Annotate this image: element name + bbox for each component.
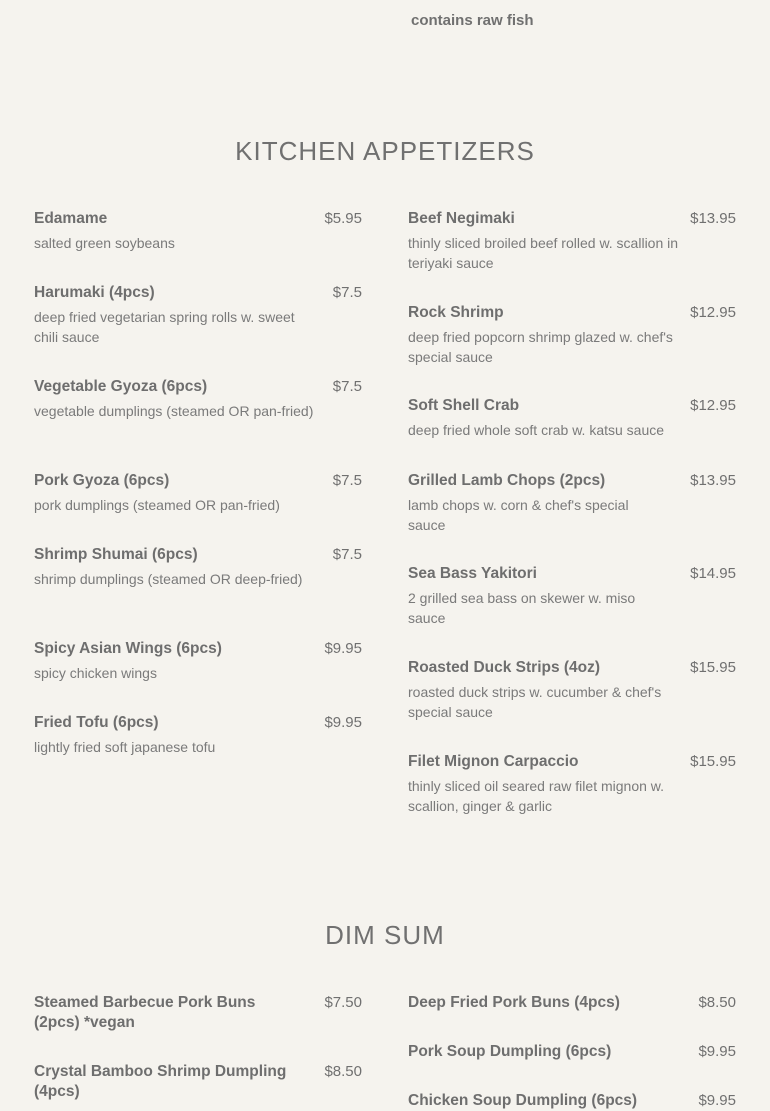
item-name: Beef Negimaki: [408, 210, 515, 227]
item-price: $13.95: [690, 210, 736, 227]
item-name: Pork Gyoza (6pcs): [34, 472, 170, 489]
item-price: $13.95: [690, 472, 736, 489]
item-name: Vegetable Gyoza (6pcs): [34, 378, 208, 395]
item-name: Spicy Asian Wings (6pcs): [34, 640, 222, 657]
menu-item: [34, 283, 362, 347]
menu-item: [408, 658, 736, 722]
item-name-row: [408, 303, 678, 323]
item-price: $8.50: [324, 1063, 362, 1080]
item-price: $9.95: [698, 1043, 736, 1060]
menu-item: [408, 303, 736, 367]
item-name: Sea Bass Yakitori: [408, 565, 537, 582]
menu-item: [34, 209, 362, 254]
item-name: Edamame: [34, 210, 108, 227]
menu-item: [408, 471, 736, 535]
item-price: $7.5: [332, 378, 362, 395]
item-name: Shrimp Shumai (6pcs): [34, 546, 198, 563]
item-name-row: [34, 639, 304, 659]
item-name: Chicken Soup Dumpling (6pcs): [408, 1092, 638, 1109]
item-description: spicy chicken wings: [34, 665, 157, 681]
item-description: thinly sliced broiled beef rolled w. scallion in teriyaki sauce: [408, 235, 679, 271]
menu-item: [34, 377, 362, 422]
legend-text: contains raw fish: [411, 12, 534, 29]
menu-item: [408, 396, 736, 441]
item-price: $9.95: [324, 714, 362, 731]
item-price: $8.50: [698, 994, 736, 1011]
item-description: pork dumplings (steamed OR pan-fried): [34, 497, 280, 513]
section-title-kitchen-appetizers: KITCHEN APPETIZERS: [235, 136, 535, 166]
menu-item: [34, 545, 362, 590]
item-price: $12.95: [690, 304, 736, 321]
menu-item: [34, 1062, 362, 1102]
raw-fish-legend: [408, 12, 534, 29]
menu-item: [34, 471, 362, 516]
item-name: Pork Soup Dumpling (6pcs): [408, 1043, 612, 1060]
item-name: Deep Fried Pork Buns (4pcs): [408, 994, 620, 1011]
item-description: deep fried popcorn shrimp glazed w. chef's special sauce: [408, 329, 673, 365]
item-name: Filet Mignon Carpaccio: [408, 753, 579, 770]
item-name: Crystal Bamboo Shrimp Dumpling (4pcs): [34, 1063, 287, 1100]
item-description: lamb chops w. corn & chef's special sauce: [408, 497, 629, 533]
menu-item: [408, 752, 736, 816]
item-description: shrimp dumplings (steamed OR deep-fried): [34, 571, 303, 587]
item-price: $12.95: [690, 397, 736, 414]
item-price: $9.95: [698, 1092, 736, 1109]
menu-item: [408, 1091, 736, 1111]
item-description: vegetable dumplings (steamed OR pan-fried): [34, 403, 314, 419]
item-price: $15.95: [690, 659, 736, 676]
item-description: deep fried whole soft crab w. katsu sauce: [408, 422, 665, 438]
item-name: Grilled Lamb Chops (2pcs): [408, 472, 606, 489]
menu-item: [408, 209, 736, 273]
item-price: $5.95: [324, 210, 362, 227]
item-description: salted green soybeans: [34, 235, 175, 251]
menu-item: [408, 993, 736, 1013]
item-description: deep fried vegetarian spring rolls w. sweet chili sauce: [34, 309, 295, 345]
menu-item: [34, 713, 362, 758]
item-price: $7.5: [332, 284, 362, 301]
item-name: Roasted Duck Strips (4oz): [408, 659, 601, 676]
section-title-dim-sum: DIM SUM: [325, 920, 445, 950]
item-price: $7.50: [324, 994, 362, 1011]
item-description: roasted duck strips w. cucumber & chef's special sauce: [408, 684, 662, 720]
item-name: Fried Tofu (6pcs): [34, 714, 159, 731]
item-price: $14.95: [690, 565, 736, 582]
menu-item: [408, 564, 736, 628]
item-price: $9.95: [324, 640, 362, 657]
item-name: Harumaki (4pcs): [34, 284, 155, 301]
menu-item: [34, 993, 362, 1033]
menu-item: [34, 639, 362, 684]
item-price: $7.5: [332, 546, 362, 563]
item-description: lightly fried soft japanese tofu: [34, 739, 216, 755]
item-price: $15.95: [690, 753, 736, 770]
item-price: $7.5: [332, 472, 362, 489]
item-description: 2 grilled sea bass on skewer w. miso sauce: [408, 590, 636, 626]
menu-item: [408, 1042, 736, 1062]
item-name: Steamed Barbecue Pork Buns (2pcs) *vegan: [34, 994, 256, 1031]
item-name: Soft Shell Crab: [408, 397, 520, 414]
item-description: thinly sliced oil seared raw filet mignon w. scallion, ginger & garlic: [408, 778, 665, 814]
item-name: Rock Shrimp: [408, 304, 504, 321]
